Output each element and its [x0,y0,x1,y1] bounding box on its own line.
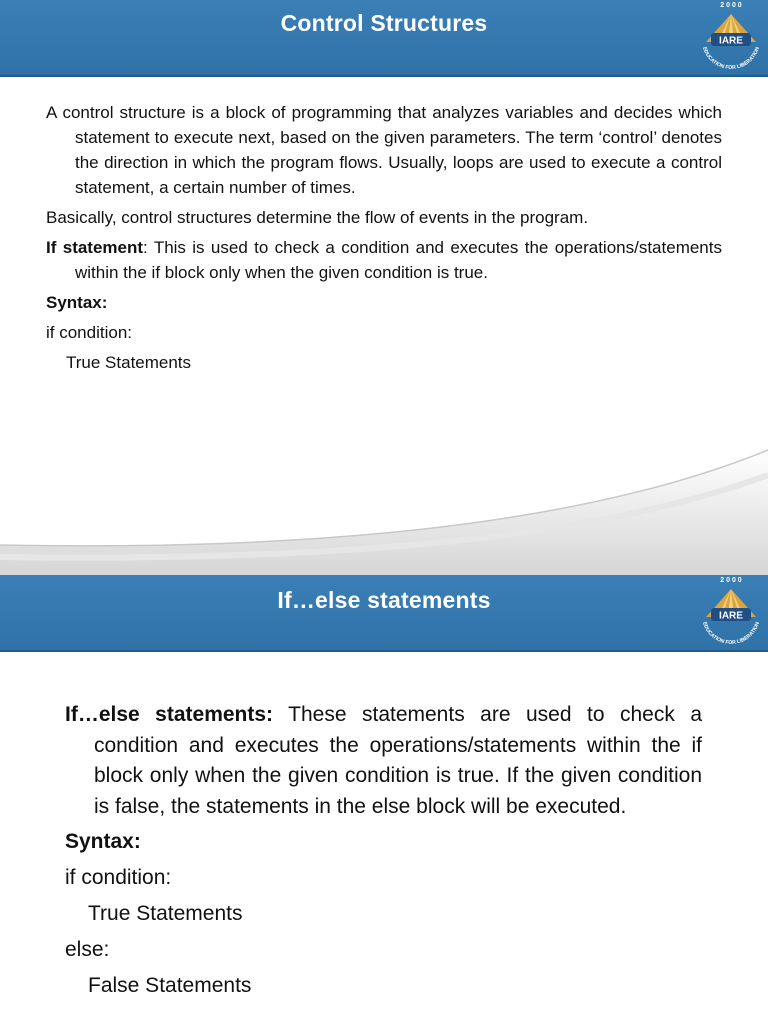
logo-motto: EDUCATION FOR LIBERATION [701,46,761,72]
code-line-if: if condition: [46,323,132,342]
slide-title: Control Structures [280,10,488,36]
if-statement-label: If statement [46,238,144,257]
logo-motto: EDUCATION FOR LIBERATION [701,621,761,647]
slide-body [46,100,722,380]
slide-body [65,700,702,1007]
slide-if-else [0,575,768,1024]
logo-name: IARE [719,610,743,622]
slide-header [0,0,768,77]
slide-header [0,575,768,652]
decorative-swoosh [0,445,768,575]
iare-logo [696,575,766,652]
logo-year: 2 0 0 0 [720,2,742,9]
svg-text:EDUCATION FOR LIBERATION [701,621,761,646]
summary-paragraph: Basically, control structures determine the flow of events in the program. [46,208,589,227]
syntax-label: Syntax: [46,293,108,312]
syntax-label: Syntax: [65,830,141,853]
if-statement-text: : This is used to check a condition and executes the operations/statements within the if block only when the given condition is true. [75,238,722,282]
definition-paragraph: A control structure is a block of programming that analyzes variables and decides which statement to execute next, based on the given parameters. The term ‘control’ denotes the direction in which the program flows. Usually, loops are used to execute a control statement, a certain number of times. [46,103,722,197]
code-line-false-statements: False Statements [88,974,252,997]
logo-year: 2 0 0 0 [720,577,742,584]
svg-text:EDUCATION FOR LIBERATION [701,46,761,71]
code-line-true-statements: True Statements [88,902,243,925]
code-line-if: if condition: [65,866,172,889]
if-else-label: If…else statements: [65,703,274,726]
if-statement-paragraph [46,235,722,285]
code-line-else: else: [65,938,110,961]
if-else-paragraph [65,700,702,822]
iare-logo [696,0,766,77]
slide-title: If…else statements [277,587,491,613]
code-line-true-statements: True Statements [66,353,192,372]
logo-name: IARE [719,35,743,47]
if-else-text: These statements are used to check a condition and executes the operations/statements within the if block only when the given condition is true. If the given condition is false, the statements in the else block will be executed. [94,703,702,818]
